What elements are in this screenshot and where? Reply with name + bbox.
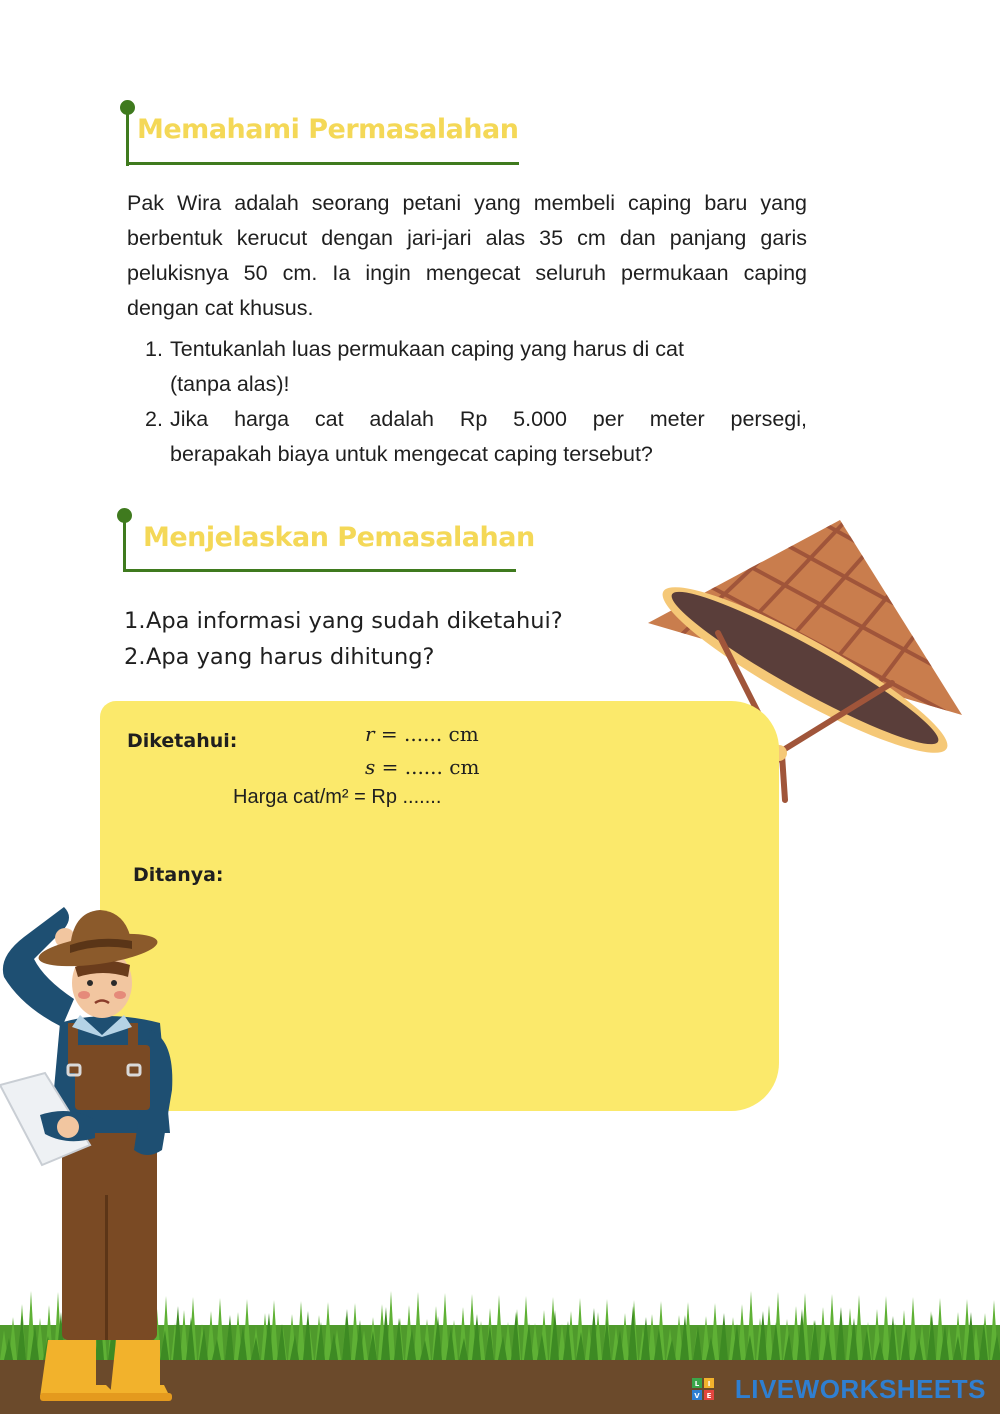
farmer-boot-left — [40, 1340, 118, 1397]
question-item-1 — [124, 603, 563, 639]
slant-variable: s — [365, 755, 376, 779]
radius-line — [365, 722, 479, 746]
section1-line-horizontal — [126, 162, 519, 165]
task-text-continued: berapakah biaya untuk mengecat caping tersebut? — [170, 442, 653, 466]
question-number: 2. — [124, 644, 146, 670]
question-list — [124, 603, 563, 675]
paint-price-line[interactable]: Harga cat/m² = Rp ....... — [233, 786, 442, 808]
question-text: Apa informasi yang sudah diketahui? — [146, 608, 563, 634]
question-number: 1. — [124, 608, 146, 634]
radius-blank[interactable]: = ...... cm — [374, 722, 479, 746]
task-number: 1. — [145, 337, 163, 361]
farmer-boot-right — [110, 1340, 170, 1397]
task-item-1-cont — [145, 367, 807, 402]
logo-letter-i: I — [707, 1380, 711, 1388]
section2-title: Menjelaskan Pemasalahan — [143, 522, 535, 553]
radius-variable: r — [365, 722, 375, 746]
farmer-arm-raised — [3, 907, 74, 1027]
task-list — [145, 332, 807, 472]
logo-letter-l: L — [694, 1380, 700, 1388]
section1-line-vertical — [126, 108, 129, 166]
section1-title: Memahami Permasalahan — [137, 114, 519, 145]
farmer-bib — [75, 1045, 150, 1110]
slant-line — [365, 755, 479, 779]
problem-paragraph: Pak Wira adalah seorang petani yang membeli caping baru yang berbentuk kerucut dengan jari-jari alas 35 cm dan panjang garis pelukisnya 50 cm. Ia ingin mengecat seluruh permukaan caping dengan cat khusus. — [127, 191, 807, 320]
liveworksheets-logo-icon — [692, 1378, 714, 1400]
task-text: Jika harga cat adalah Rp 5.000 per meter persegi, — [170, 407, 807, 431]
known-label: Diketahui: — [127, 730, 238, 752]
task-number: 2. — [145, 407, 163, 431]
liveworksheets-brand[interactable]: LIVEWORKSHEETS — [734, 1374, 986, 1404]
task-item-2 — [145, 402, 807, 437]
section2-line-horizontal — [123, 569, 516, 572]
question-text: Apa yang harus dihitung? — [146, 644, 435, 670]
task-text-continued: (tanpa alas)! — [170, 372, 290, 396]
logo-letter-e: E — [706, 1392, 712, 1400]
task-text: Tentukanlah luas permukaan caping yang harus di cat — [170, 337, 684, 361]
asked-label: Ditanya: — [133, 864, 224, 886]
task-item-1 — [145, 332, 807, 367]
logo-letter-v: V — [694, 1392, 700, 1400]
slant-blank[interactable]: = ...... cm — [375, 755, 480, 779]
question-item-2 — [124, 639, 563, 675]
section2-line-vertical — [123, 516, 126, 572]
farmer-illustration — [0, 905, 200, 1405]
task-item-2-cont — [145, 437, 807, 472]
